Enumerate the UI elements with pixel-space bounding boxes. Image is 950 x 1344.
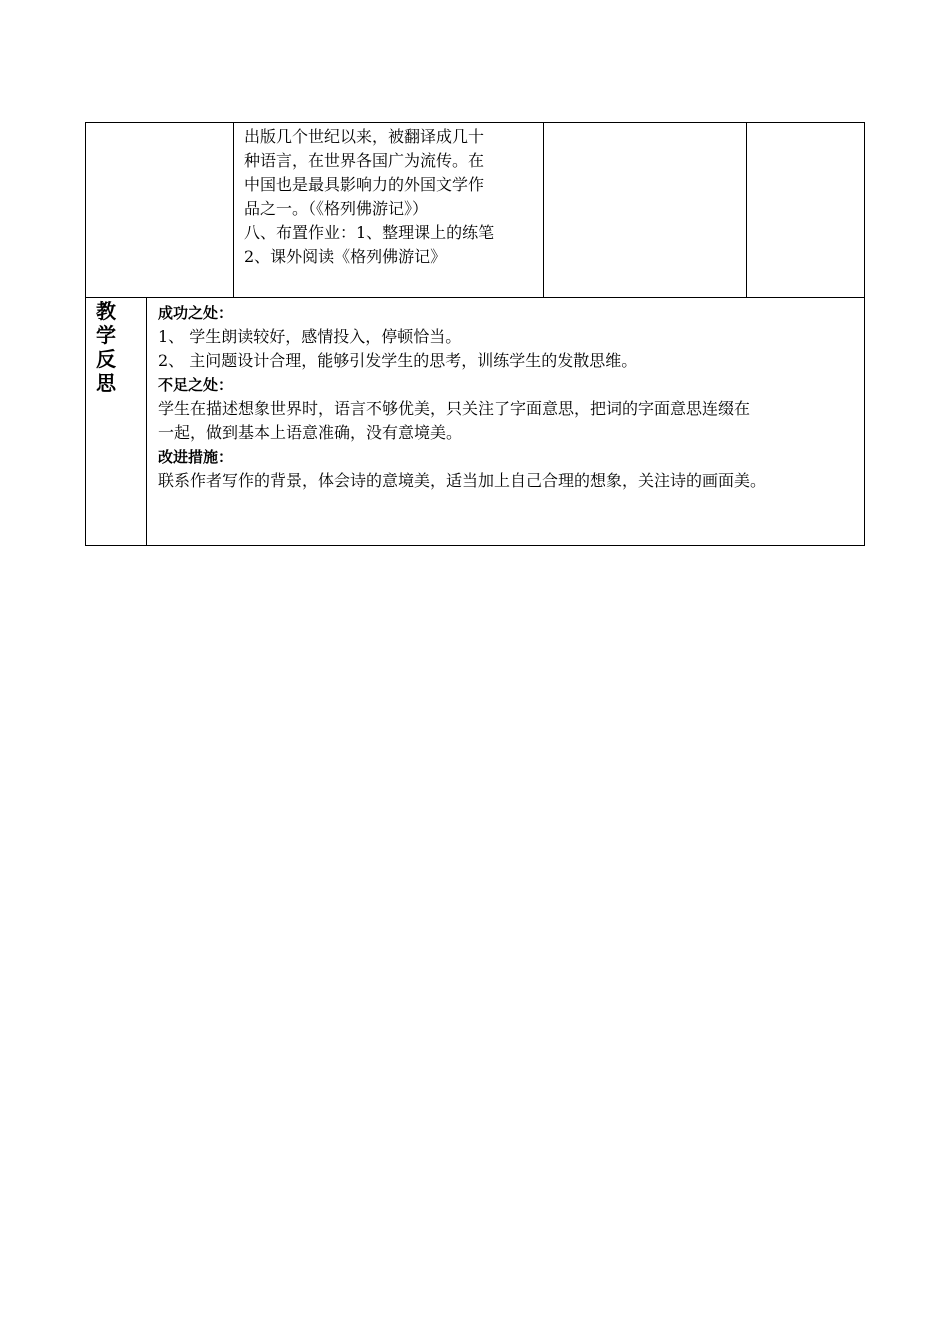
label-char: 思 [96, 371, 116, 395]
lesson-content-cell [244, 123, 544, 269]
content-line: 品之一。（《格列佛游记》） [244, 199, 429, 218]
content-line: 2、课外阅读《格列佛游记》 [244, 247, 447, 266]
column-divider-1 [233, 123, 234, 297]
column-divider-3 [746, 123, 747, 297]
label-char: 反 [96, 347, 116, 371]
reflection-content [158, 301, 863, 493]
content-line: 出版几个世纪以来，被翻译成几十 [244, 127, 485, 146]
label-char: 教 [96, 299, 116, 323]
shortcoming-line: 一起，做到基本上语意准确，没有意境美。 [158, 423, 463, 442]
content-line: 中国也是最具影响力的外国文学作 [244, 175, 485, 194]
improvement-heading: 改进措施： [158, 448, 234, 466]
reflection-label-cell [86, 297, 147, 545]
success-heading: 成功之处： [158, 304, 234, 322]
success-item: 2、 主问题设计合理，能够引发学生的思考，训练学生的发散思维。 [158, 351, 638, 370]
shortcoming-line: 学生在描述想象世界时，语言不够优美，只关注了字面意思，把词的字面意思连缀在 [158, 399, 751, 418]
reflection-table [85, 297, 865, 546]
improvement-line: 联系作者写作的背景，体会诗的意境美，适当加上自己合理的想象，关注诗的画面美。 [158, 471, 767, 490]
success-item: 1、 学生朗读较好，感情投入，停顿恰当。 [158, 327, 462, 346]
shortcoming-heading: 不足之处： [158, 376, 234, 394]
label-char: 学 [96, 323, 116, 347]
content-line: 种语言，在世界各国广为流传。在 [244, 151, 485, 170]
lesson-plan-table [85, 122, 865, 298]
content-line: 八、布置作业：1、整理课上的练笔 [244, 223, 495, 242]
